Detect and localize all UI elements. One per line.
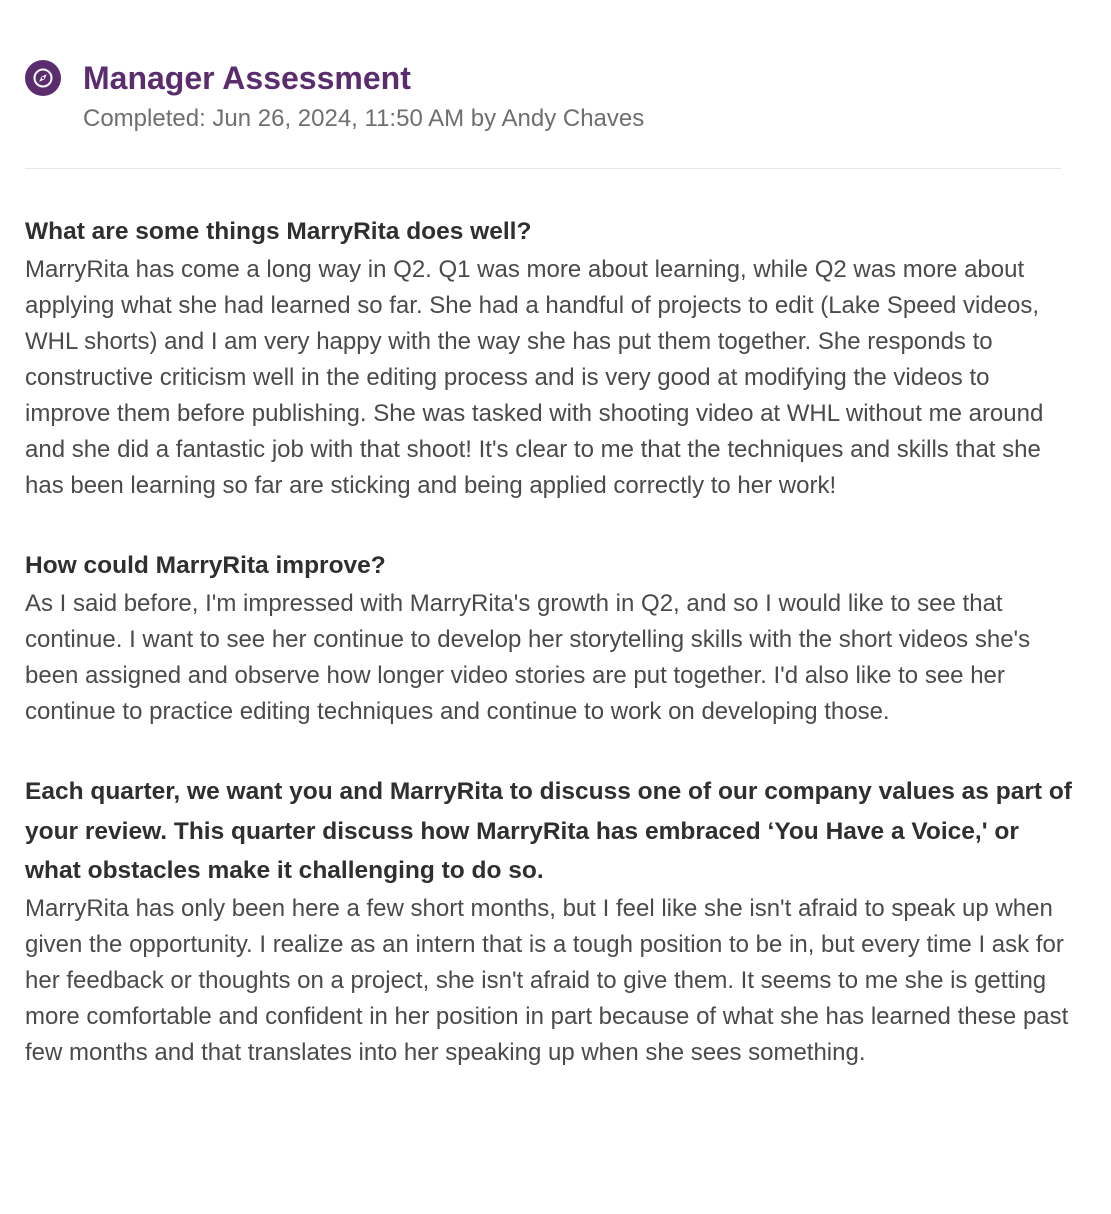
answer: As I said before, I'm impressed with MarryRita's growth in Q2, and so I would like to see that continue. I want to see her continue to develop her storytelling skills with the short videos she's been assigned and observe how longer video stories are put together. I'd also like to see her continue to practice editing techniques and continue to work on developing those. [25, 590, 1031, 725]
answer: MarryRita has only been here a few short months, but I feel like she isn't afraid to speak up when given the opportunity. I realize as an intern that is a tough position to be in, but every time I ask for her feedback or thoughts on a project, she isn't afraid to give them. It seems to me she is getting more comfortable and confident in her position in part because of what she has learned these past few months and that translates into her speaking up when she sees something. [25, 894, 1069, 1066]
header-divider [25, 168, 1061, 169]
completion-meta: Completed: Jun 26, 2024, 11:50 AM by Andy Chaves [83, 105, 645, 132]
question: Each quarter, we want you and MarryRita to discuss one of our company values as part of your review. This quarter discuss how MarryRita has embraced ‘You Have a Voice,' or what obstacles make it challenging to do so. [25, 778, 1072, 884]
answer: MarryRita has come a long way in Q2. Q1 was more about learning, while Q2 was more about applying what she had learned so far. She had a handful of projects to edit (Lake Speed videos, WHL shorts) and I am very happy with the way she has put them together. She responds to constructive criticism well in the editing process and is very good at modifying the videos to improve them before publishing. She was tasked with shooting video at WHL without me around and she did a fantastic job with that shoot! It's clear to me that the techniques and skills that she has been learning so far are sticking and being applied correctly to her work! [25, 256, 1044, 499]
qa-section [25, 772, 1075, 1071]
qa-section [25, 212, 1075, 504]
assessment-content [25, 212, 1075, 1071]
compass-icon [25, 60, 61, 96]
question: How could MarryRita improve? [25, 552, 386, 579]
question: What are some things MarryRita does well? [25, 218, 532, 245]
qa-section [25, 546, 1075, 730]
page-title: Manager Assessment [83, 60, 411, 96]
